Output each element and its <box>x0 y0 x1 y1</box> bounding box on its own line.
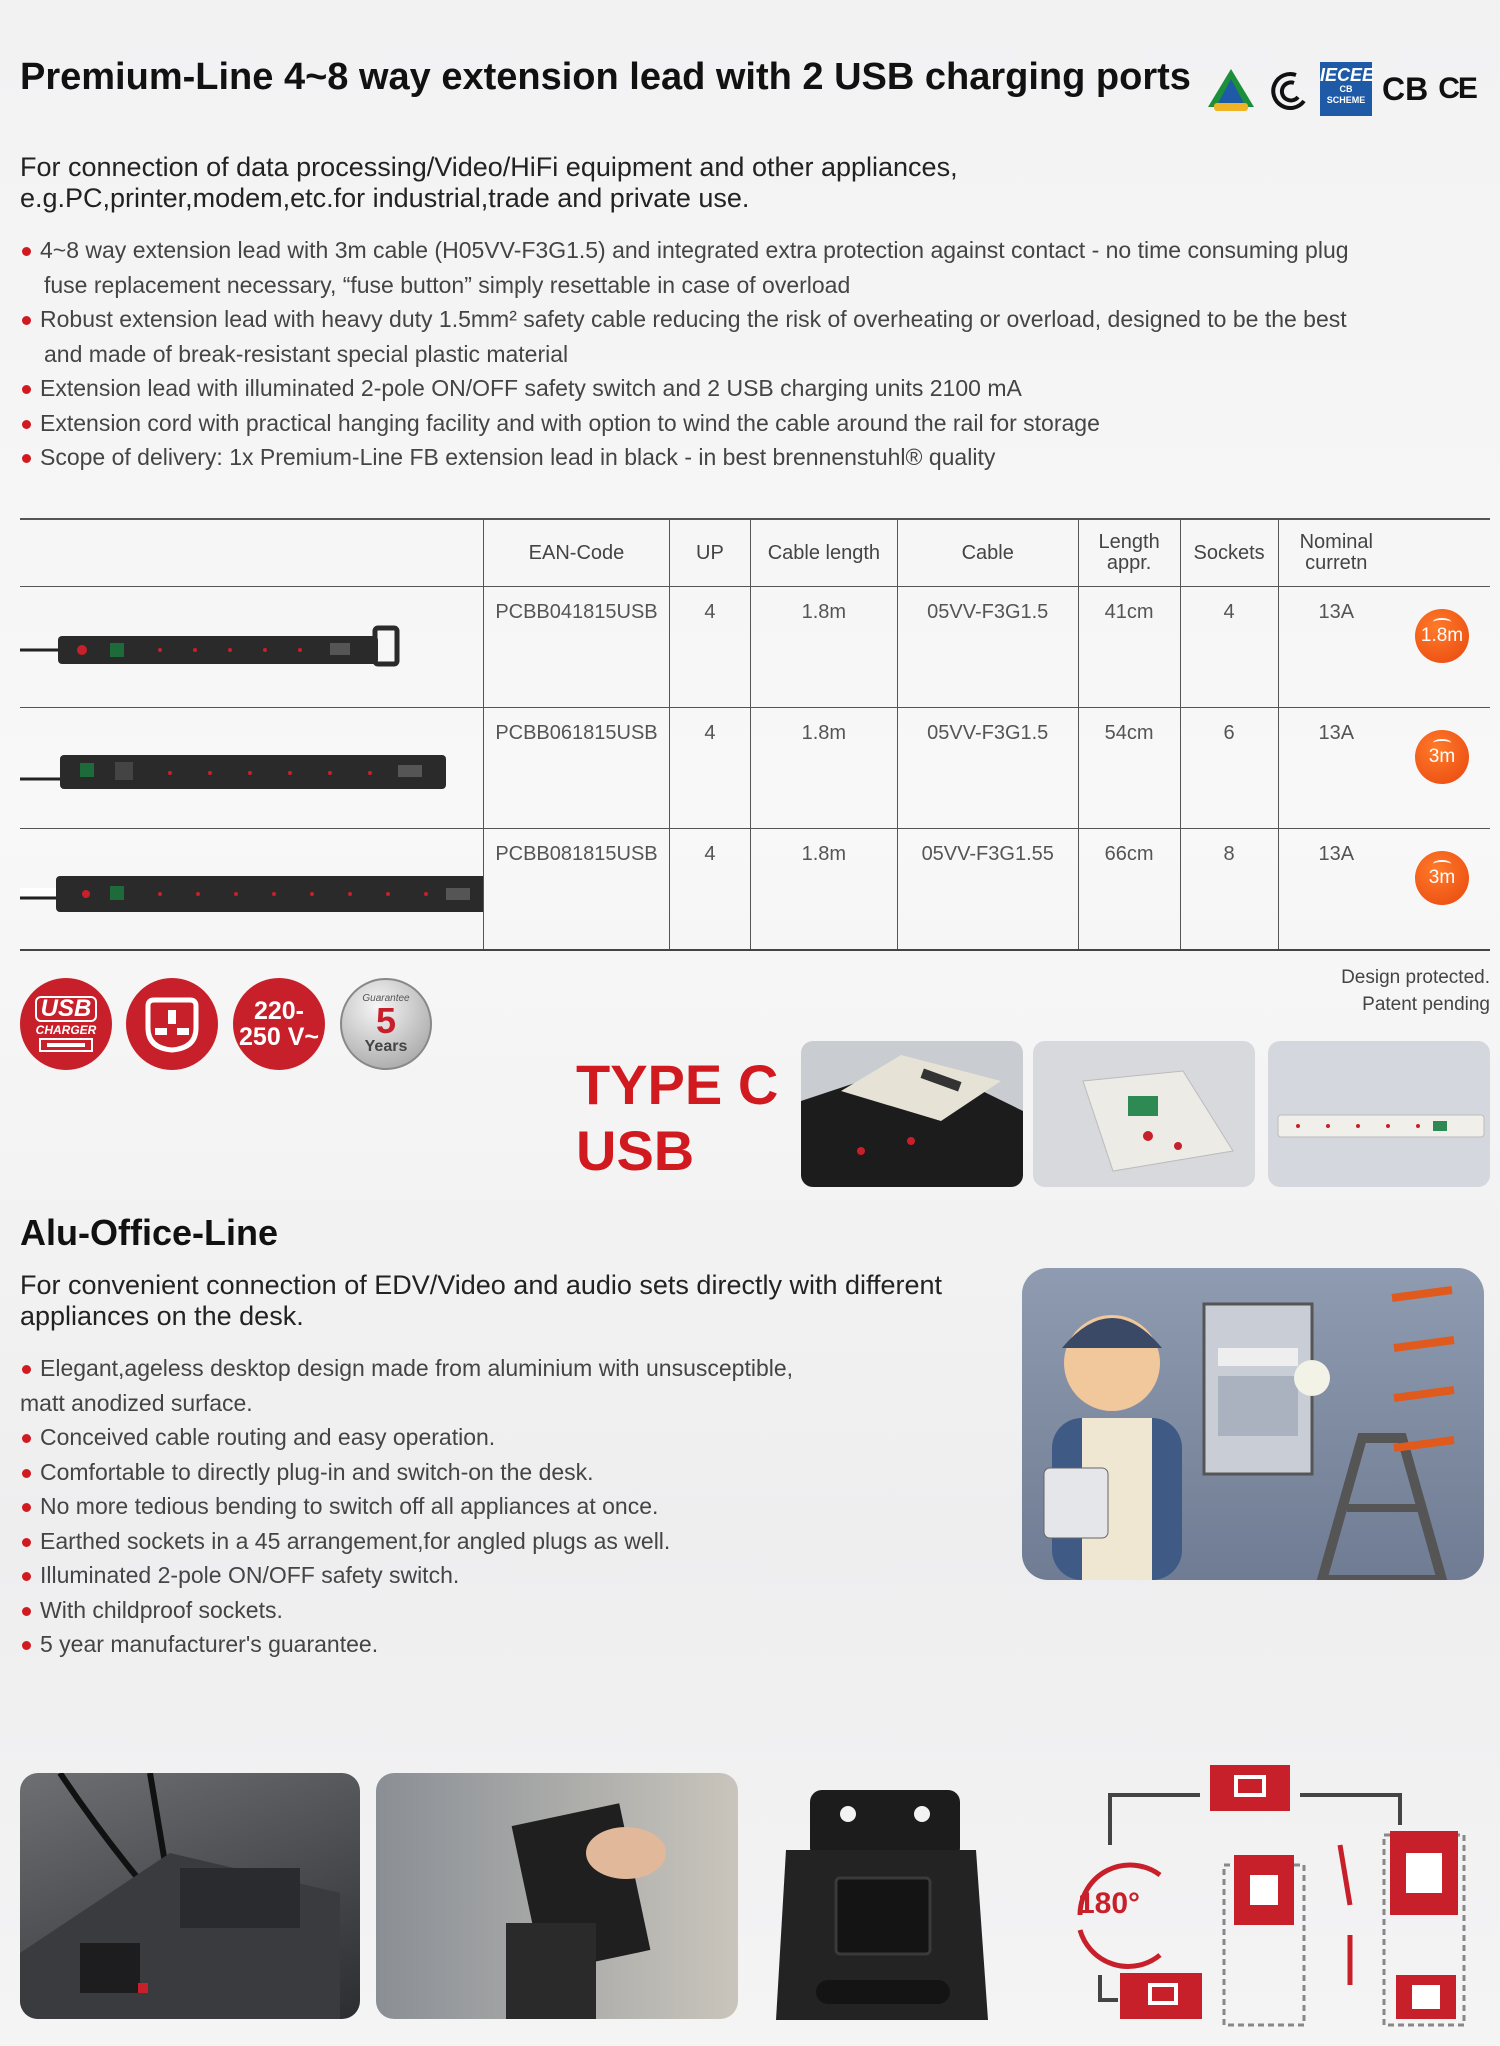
section1-intro: For connection of data processing/Video/HiFi equipment and other appliances, e.g.PC,printer,modem,etc.for industrial,trade and private use. <box>20 152 958 213</box>
uk-socket-badge <box>126 978 218 1070</box>
ce-mark: CE <box>1438 72 1476 105</box>
mounting-bracket-photo <box>776 1790 988 2020</box>
list-item: Extension cord with practical hanging facility and with option to wind the cable around the rail for storage <box>20 406 1490 441</box>
usb-charger-badge: USB CHARGER <box>20 978 112 1070</box>
power-strip-4-way-icon <box>20 614 420 674</box>
section2-bullets <box>20 1351 1000 1662</box>
list-item: No more tedious bending to switch off all appliances at once. <box>20 1489 1000 1524</box>
col-cable-length: Cable length <box>750 519 897 587</box>
wall-mount-icon <box>376 1773 738 2019</box>
section2-intro: For convenient connection of EDV/Video and audio sets directly with different appliances on the desk. <box>20 1270 943 1331</box>
rotation-angle-label: 180° <box>1078 1887 1141 1920</box>
spec-table <box>20 518 1490 951</box>
wall-mount-photo <box>376 1773 738 2019</box>
uk-socket-icon <box>142 994 202 1054</box>
power-strip-closeup-icon <box>801 1041 1023 1187</box>
list-item: Earthed sockets in a 45 arrangement,for angled plugs as well. <box>20 1524 1000 1559</box>
col-length: Length appr. <box>1078 519 1180 587</box>
product-photo-type-c-1 <box>801 1041 1023 1187</box>
saso-icon <box>1206 65 1256 113</box>
section2-title: Alu-Office-Line <box>20 1212 278 1253</box>
product-photo-type-c-2 <box>1033 1041 1255 1187</box>
gcc-icon <box>1266 67 1310 111</box>
col-ean: EAN-Code <box>484 519 670 587</box>
table-row: PCBB041815USB 4 1.8m 05VV-F3G1.5 41cm 4 13A 1.8m <box>20 587 1490 708</box>
electrician-illustration <box>1022 1268 1484 1580</box>
iecee-logo: IECEE CB SCHEME <box>1320 62 1372 116</box>
section1-bullets <box>20 233 1490 475</box>
list-item: Illuminated 2-pole ON/OFF safety switch. <box>20 1558 1000 1593</box>
electrician-icon <box>1022 1268 1484 1580</box>
usb-charging-photo <box>20 1773 360 2019</box>
list-item: Comfortable to directly plug-in and switch-on the desk. <box>20 1455 1000 1490</box>
list-item: Elegant,ageless desktop design made from aluminium with unsusceptible, matt anodized surface. <box>20 1351 1000 1420</box>
usb-charging-icon <box>20 1773 360 2019</box>
list-item: Robust extension lead with heavy duty 1.5mm² safety cable reducing the risk of overheating or overload, designed to be the best and made of break-resistant special plastic material <box>20 302 1490 371</box>
product-image <box>20 708 484 829</box>
mounting-bracket-icon <box>776 1790 988 2020</box>
white-power-strip-icon <box>1033 1041 1255 1187</box>
list-item: Extension lead with illuminated 2-pole ON/OFF safety switch and 2 USB charging units 2100 mA <box>20 371 1490 406</box>
design-note: Design protected. Patent pending <box>1341 967 1490 1015</box>
table-row: PCBB081815USB 4 1.8m 05VV-F3G1.55 66cm 8 13A 3m <box>20 829 1490 950</box>
product-photo-type-c-3 <box>1268 1041 1490 1187</box>
list-item: Scope of delivery: 1x Premium-Line FB extension lead in black - in best brennenstuhl® quality <box>20 440 1490 475</box>
list-item: 5 year manufacturer's guarantee. <box>20 1627 1000 1662</box>
cable-length-badge: 3m <box>1415 730 1469 784</box>
cable-length-badge: 3m <box>1415 851 1469 905</box>
col-up: UP <box>669 519 750 587</box>
col-cable: Cable <box>897 519 1078 587</box>
long-white-strip-icon <box>1268 1041 1490 1187</box>
guarantee-badge: Guarantee 5 Years <box>340 978 432 1070</box>
cable-length-badge: 1.8m <box>1415 609 1469 663</box>
power-strip-8-way-icon <box>20 856 483 916</box>
cb-mark: CB <box>1382 70 1429 107</box>
table-row: PCBB061815USB 4 1.8m 05VV-F3G1.5 54cm 6 13A 3m <box>20 708 1490 829</box>
product-image <box>20 829 484 950</box>
col-nominal: Nominal curretn <box>1278 519 1394 587</box>
list-item: With childproof sockets. <box>20 1593 1000 1628</box>
certification-logos <box>1206 62 1476 116</box>
voltage-badge: 220- 250 V~ <box>233 978 325 1070</box>
product-image <box>20 587 484 708</box>
type-c-heading: TYPE C USB <box>576 1053 779 1182</box>
col-sockets: Sockets <box>1180 519 1278 587</box>
list-item: Conceived cable routing and easy operation. <box>20 1420 1000 1455</box>
power-strip-6-way-icon <box>20 735 460 795</box>
usb-port-icon <box>39 1038 93 1052</box>
page-title: Premium-Line 4~8 way extension lead with 2 USB charging ports <box>20 56 1191 98</box>
list-item: 4~8 way extension lead with 3m cable (H05VV-F3G1.5) and integrated extra protection against contact - no time consuming plug fuse replacement necessary, “fuse button” simply resettable in case of overload <box>20 233 1490 302</box>
table-header-row <box>20 519 1490 587</box>
rotation-diagram <box>1050 1755 1480 2030</box>
